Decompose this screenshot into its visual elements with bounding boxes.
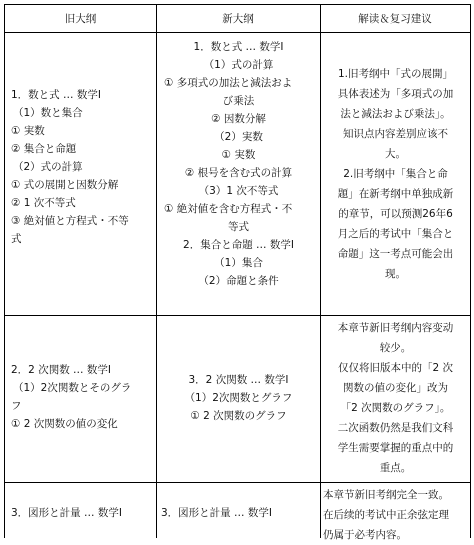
header-old-syllabus: 旧大纲 [64,13,97,25]
note-line: 法と減法および乗法」。 [340,108,451,120]
header-new-syllabus: 新大纲 [222,13,254,25]
new-line: ② 根号を含む式の計算 [184,167,293,179]
old-line: ③ 絶対値と方程式・不等 [11,215,129,227]
row-divider-1 [5,315,470,316]
new-line: ① 絶対値を含む方程式・不 [164,203,293,215]
note-line: 関数の値の変化」改为 [343,382,448,394]
old-line: ② 1 次不等式 [11,197,76,209]
note-line: 本章节新旧考纲内容变动 [337,322,454,334]
note-line: 具体表述为「多項式の加 [337,88,454,100]
syllabus-comparison-table [4,4,471,541]
row-divider-2 [5,482,470,483]
old-line: ② 集合と命題 [11,143,77,155]
note-line: 2.旧考纲中「集合と命 [343,168,448,180]
new-line: ① 実数 [221,149,256,161]
new-line: 等式 [228,221,249,233]
row1-notes [321,64,470,284]
note-line: 的章节，可以预测26年6 [338,208,453,220]
row1-new-syllabus [157,38,320,290]
old-line: （1）2次関数とそのグラ [13,382,132,394]
old-line: ① 式の展開と因数分解 [11,179,119,191]
note-line: 「2 次関数のグラフ」。 [340,402,451,414]
note-line: 大。 [385,148,406,160]
note-line: 月之后的考试中「集合と [337,228,454,240]
row2-notes [321,318,470,478]
new-line: （1）2次関数とグラフ [184,392,293,404]
new-line: 3．2 次関数 … 数学Ⅰ [188,374,289,386]
new-line: 3．図形と計量 … 数学Ⅰ [161,507,272,519]
note-line: 題」在新考纲中单独成新 [337,188,454,200]
note-line: 知识点内容差别应该不 [343,128,448,140]
new-line: ② 因数分解 [211,113,266,125]
row3-old-syllabus [11,504,154,522]
new-line: （1）式の計算 [203,59,274,71]
new-line: （1）集合 [214,257,263,269]
header-notes: 解读＆复习建议 [358,13,432,25]
old-line: （1）数と集合 [13,107,83,119]
note-line: 仅仅将旧版本中的「2 次 [337,362,454,374]
new-line: 2．集合と命題 … 数学Ⅰ [183,239,294,251]
note-line: 现。 [385,268,406,280]
new-line: （3）1 次不等式 [198,185,279,197]
note-line: 命題」这一考点可能会出 [337,248,454,260]
new-line: ① 多項式の加法と減法およ [164,77,293,89]
old-line: ① 実数 [11,125,45,137]
note-line: 重点。 [379,462,412,474]
old-line: 式 [11,233,22,245]
old-line: 3．図形と計量 … 数学Ⅰ [11,507,122,519]
old-line: （2）式の計算 [13,161,83,173]
note-line: 在后续的考试中正余弦定理 [323,509,449,521]
new-line: び乗法 [222,95,255,107]
new-line: ① 2 次関数のグラフ [190,410,287,422]
new-line: 1．数と式 … 数学Ⅰ [193,41,284,53]
new-line: （2）命題と条件 [198,275,279,287]
note-line: 较少。 [379,342,412,354]
note-line: 学生需要掌握的重点中的 [337,442,454,454]
note-line: 1.旧考纲中「式の展開」 [337,68,454,80]
row-divider-header [5,32,470,33]
row3-notes [321,485,470,545]
note-line: 二次函数仍然是我们文科 [337,422,454,434]
old-line: 2．2 次関数 … 数学Ⅰ [11,364,111,376]
note-line: 仍属于必考内容。 [323,529,407,541]
old-line: フ [11,400,22,412]
row2-new-syllabus [157,371,320,425]
new-line: （2）実数 [214,131,263,143]
note-line: 本章节新旧考纲完全一致。 [323,489,449,501]
row3-new-syllabus [161,504,320,522]
row2-old-syllabus [11,361,154,433]
old-line: ① 2 次関数の値の変化 [11,418,118,430]
old-line: 1．数と式 … 数学Ⅰ [11,89,101,101]
row1-old-syllabus [11,86,154,248]
